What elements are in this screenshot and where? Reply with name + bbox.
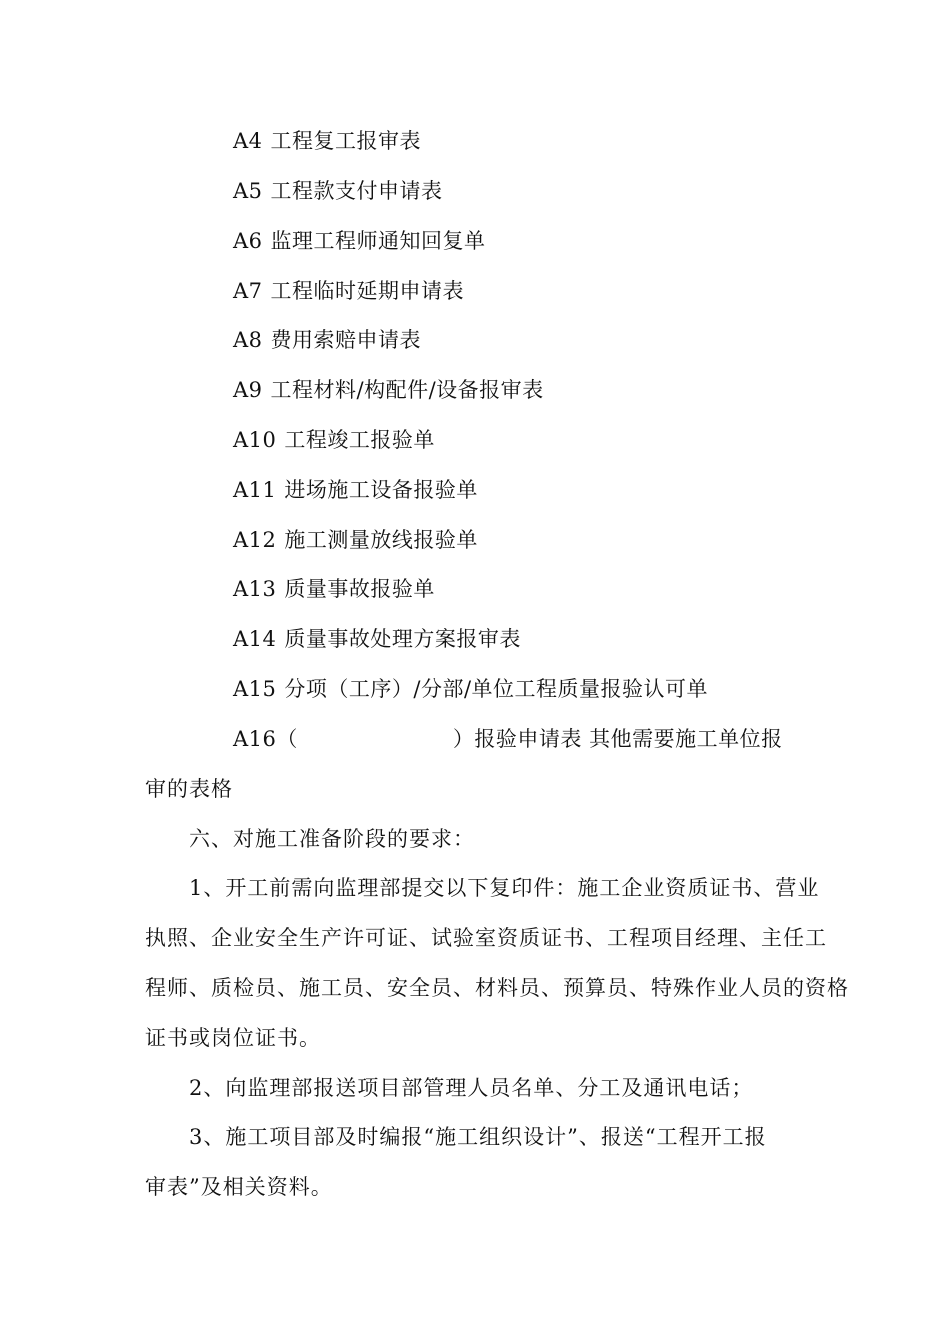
form-code: A5 xyxy=(233,179,263,203)
list-item xyxy=(233,376,544,404)
list-item xyxy=(233,625,521,653)
paragraph-1-line-3: 程师、质检员、施工员、安全员、材料员、预算员、特殊作业人员的资格 xyxy=(145,976,849,1000)
form-title: 工程材料/构配件/设备报审表 xyxy=(270,378,544,402)
form-title: 工程竣工报验单 xyxy=(284,428,435,452)
list-item xyxy=(233,476,478,504)
paragraph-3-line-1: 3、施工项目部及时编报“施工组织设计”、报送“工程开工报 xyxy=(189,1125,767,1149)
form-code: A10 xyxy=(233,428,277,452)
a16-text-line2: 审的表格 xyxy=(145,777,233,801)
list-item xyxy=(233,177,443,205)
form-code: A8 xyxy=(233,328,263,352)
form-title: 工程复工报审表 xyxy=(270,129,422,153)
form-title: 分项（工序）/分部/单位工程质量报验认可单 xyxy=(284,677,709,701)
form-title: 监理工程师通知回复单 xyxy=(270,229,486,253)
list-item xyxy=(233,277,464,305)
paragraph-1-line-1: 1、开工前需向监理部提交以下复印件：施工企业资质证书、营业 xyxy=(189,876,820,900)
form-title: 工程款支付申请表 xyxy=(270,179,443,203)
form-title: 工程临时延期申请表 xyxy=(270,279,465,303)
form-title: 质量事故处理方案报审表 xyxy=(284,627,521,651)
form-code: A11 xyxy=(233,478,277,502)
paragraph-2-line-1: 2、向监理部报送项目部管理人员名单、分工及通讯电话； xyxy=(189,1076,754,1100)
list-item xyxy=(233,575,435,603)
paragraph-1-line-4: 证书或岗位证书。 xyxy=(145,1026,321,1050)
form-code: A16 xyxy=(233,727,277,751)
form-code: A13 xyxy=(233,577,277,601)
form-code: A9 xyxy=(233,378,263,402)
open-paren: （ xyxy=(276,727,298,751)
form-code: A15 xyxy=(233,677,277,701)
form-code: A14 xyxy=(233,627,277,651)
form-code: A7 xyxy=(233,279,263,303)
form-code: A6 xyxy=(233,229,263,253)
form-title: 进场施工设备报验单 xyxy=(284,478,478,502)
paragraph-1-line-2: 执照、企业安全生产许可证、试验室资质证书、工程项目经理、主任工 xyxy=(145,926,827,950)
list-item xyxy=(233,526,478,554)
paragraph-3-line-2: 审表”及相关资料。 xyxy=(145,1175,333,1199)
form-code: A4 xyxy=(233,129,263,153)
a16-text-line1: ）报验申请表 其他需要施工单位报 xyxy=(452,727,783,751)
list-item xyxy=(233,675,708,703)
list-item-a16 xyxy=(233,725,783,753)
list-item xyxy=(233,426,435,454)
list-item xyxy=(233,127,421,155)
form-title: 费用索赔申请表 xyxy=(270,328,422,352)
list-item xyxy=(233,227,486,255)
form-title: 施工测量放线报验单 xyxy=(284,528,478,552)
form-code: A12 xyxy=(233,528,277,552)
list-item xyxy=(233,326,421,354)
form-title: 质量事故报验单 xyxy=(284,577,435,601)
section-heading: 六、对施工准备阶段的要求： xyxy=(189,827,475,851)
